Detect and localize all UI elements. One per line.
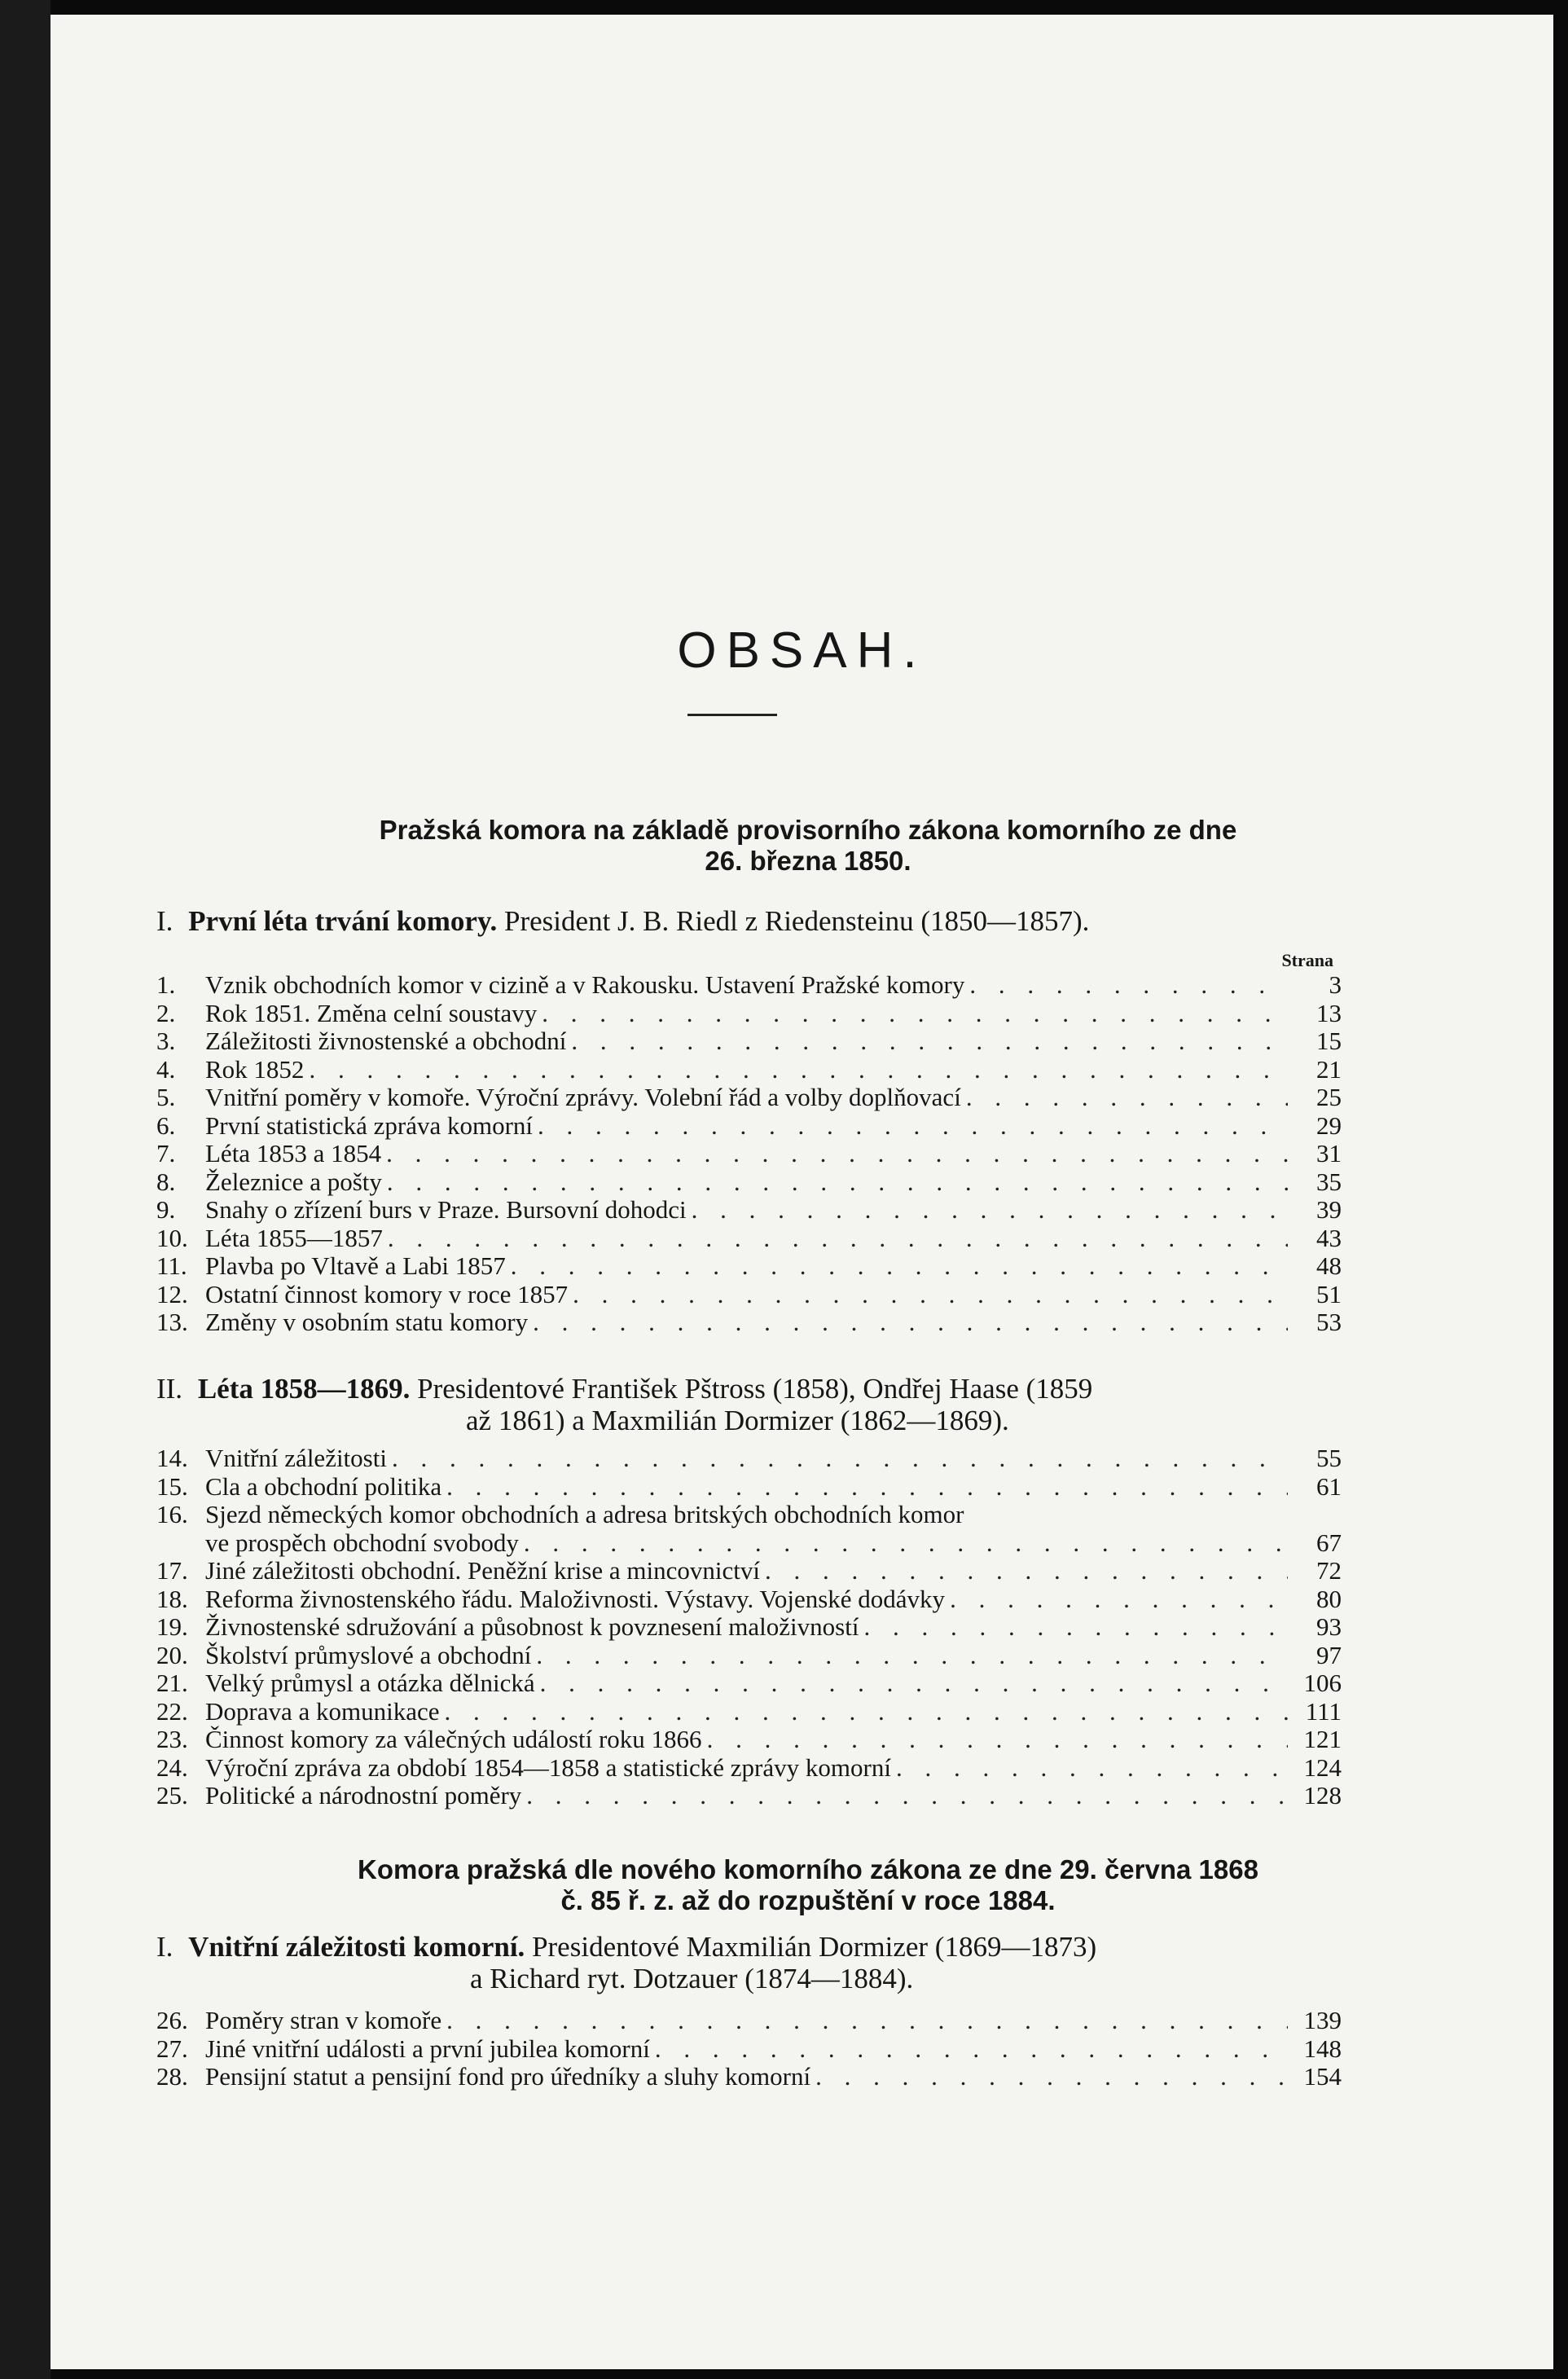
toc-entry-title: Výroční zpráva za období 1854—1858 a statistické zprávy komorní bbox=[205, 1752, 891, 1782]
toc-entry-number: 24. bbox=[156, 1752, 188, 1782]
leader-dots bbox=[692, 1196, 1288, 1225]
toc-entry bbox=[156, 1281, 1342, 1309]
toc-entry-number: 4. bbox=[156, 1054, 176, 1084]
toc-entry-number: 18. bbox=[156, 1584, 188, 1613]
toc-list-3 bbox=[156, 2007, 1342, 2091]
toc-entry-number: 10. bbox=[156, 1223, 188, 1252]
leader-dots bbox=[309, 1056, 1288, 1084]
toc-entry-page: 51 bbox=[1316, 1279, 1342, 1308]
page-column-label: Strana bbox=[1281, 950, 1333, 970]
toc-entry bbox=[156, 1168, 1342, 1197]
toc-entry bbox=[156, 1084, 1342, 1112]
toc-entry-title: Vnitřní poměry v komoře. Výroční zprávy. Volební řád a volby doplňovací bbox=[205, 1083, 961, 1111]
toc-entry-number: 21. bbox=[156, 1669, 188, 1697]
toc-entry-page: 80 bbox=[1316, 1584, 1342, 1613]
toc-entry-number: 17. bbox=[156, 1556, 188, 1585]
page-title: OBSAH. bbox=[677, 622, 927, 679]
toc-entry-page: 31 bbox=[1316, 1139, 1342, 1168]
toc-entry-page: 25 bbox=[1316, 1083, 1342, 1111]
section-heading-1-line1: Pražská komora na základě provisorního zákona komorního ze dne bbox=[379, 815, 1237, 845]
toc-entry-number: 23. bbox=[156, 1725, 188, 1753]
part-subtitle-cont: a Richard ryt. Dotzauer (1874—1884). bbox=[470, 1963, 914, 1994]
toc-entry-number: 2. bbox=[156, 998, 176, 1027]
toc-entry bbox=[156, 1782, 1342, 1810]
toc-entry-title: Doprava a komunikace bbox=[205, 1696, 440, 1726]
toc-entry bbox=[156, 1501, 1342, 1557]
toc-entry-title: Záležitosti živnostenské a obchodní bbox=[205, 1027, 567, 1055]
toc-entry bbox=[156, 2035, 1342, 2064]
leader-dots bbox=[445, 1698, 1289, 1726]
toc-entry-number: 19. bbox=[156, 1612, 188, 1641]
toc-entry-title: První statistická zpráva komorní bbox=[205, 1110, 534, 1140]
toc-entry-page: 111 bbox=[1305, 1696, 1342, 1726]
toc-entry-page: 35 bbox=[1316, 1167, 1342, 1196]
toc-entry-title: Velký průmysl a otázka dělnická bbox=[205, 1669, 535, 1697]
toc-entry bbox=[156, 1225, 1342, 1253]
scan-border bbox=[0, 0, 51, 2379]
toc-entry bbox=[156, 1000, 1342, 1028]
toc-entry bbox=[156, 2007, 1342, 2035]
leader-dots bbox=[573, 1281, 1288, 1309]
toc-entry-title: Vnitřní záležitosti bbox=[205, 1444, 387, 1472]
toc-entry-number: 25. bbox=[156, 1781, 188, 1810]
toc-entry-title: Plavba po Vltavě a Labi 1857 bbox=[205, 1251, 506, 1280]
toc-entry-title: Železnice a pošty bbox=[205, 1167, 382, 1196]
toc-entry-number: 3. bbox=[156, 1027, 176, 1055]
leader-dots bbox=[655, 2035, 1288, 2064]
title-rule bbox=[687, 714, 777, 716]
toc-entry-title-cont: ve prospěch obchodní svobody bbox=[205, 1528, 519, 1557]
toc-entry bbox=[156, 1056, 1342, 1084]
toc-entry-page: 53 bbox=[1316, 1308, 1342, 1336]
toc-entry-title: Reforma živnostenského řádu. Maloživnosti. Výstavy. Vojenské dodávky bbox=[205, 1584, 946, 1613]
toc-entry-page: 97 bbox=[1316, 1640, 1342, 1669]
toc-entry-title: Živnostenské sdružování a působnost k povznesení maloživností bbox=[205, 1612, 859, 1641]
leader-dots bbox=[524, 1529, 1288, 1558]
part-number: II. bbox=[156, 1373, 183, 1405]
leader-dots bbox=[392, 1445, 1288, 1473]
toc-entry bbox=[156, 1669, 1342, 1698]
toc-entry-page: 124 bbox=[1303, 1752, 1342, 1782]
toc-entry-title: Jiné vnitřní události a první jubilea komorní bbox=[205, 2034, 650, 2063]
toc-entry bbox=[156, 1613, 1342, 1642]
toc-entry bbox=[156, 1140, 1342, 1168]
toc-entry-title: Sjezd německých komor obchodních a adresa britských obchodních komor bbox=[205, 1500, 964, 1528]
section-heading-2-line1: Komora pražská dle nového komorního zákona ze dne 29. června 1868 bbox=[358, 1854, 1258, 1884]
toc-entry-title: Cla a obchodní politika bbox=[205, 1471, 442, 1501]
section-heading-2 bbox=[165, 1854, 1452, 1916]
toc-list-2 bbox=[156, 1445, 1342, 1810]
toc-entry-page: 55 bbox=[1316, 1444, 1342, 1472]
toc-entry bbox=[156, 1445, 1342, 1473]
toc-entry-page: 48 bbox=[1316, 1251, 1342, 1280]
toc-entry-title: Školství průmyslové a obchodní bbox=[205, 1640, 532, 1669]
toc-entry-number: 12. bbox=[156, 1279, 188, 1308]
toc-entry bbox=[156, 1754, 1342, 1783]
leader-dots bbox=[707, 1726, 1288, 1754]
toc-entry-page: 61 bbox=[1316, 1471, 1342, 1501]
leader-dots bbox=[526, 1782, 1288, 1810]
toc-entry bbox=[156, 1726, 1342, 1754]
leader-dots bbox=[896, 1754, 1288, 1783]
leader-dots bbox=[966, 1084, 1288, 1112]
leader-dots bbox=[815, 2063, 1288, 2091]
toc-entry-page: 29 bbox=[1316, 1110, 1342, 1140]
leader-dots bbox=[863, 1613, 1288, 1642]
toc-entry-title: Jiné záležitosti obchodní. Peněžní krise a mincovnictví bbox=[205, 1556, 760, 1585]
section-heading-2-line2: č. 85 ř. z. až do rozpuštění v roce 1884. bbox=[560, 1885, 1056, 1915]
part-number: I. bbox=[156, 905, 173, 937]
toc-entry bbox=[156, 1585, 1342, 1614]
leader-dots bbox=[950, 1585, 1288, 1614]
leader-dots bbox=[386, 1140, 1288, 1168]
part-subtitle: Presidentové František Pštross (1858), Ondřej Haase (1859 bbox=[417, 1373, 1093, 1405]
toc-entry-title: Poměry stran v komoře bbox=[205, 2006, 442, 2034]
toc-entry-page: 128 bbox=[1303, 1781, 1342, 1810]
part-title: První léta trvání komory. bbox=[188, 905, 498, 937]
leader-dots bbox=[446, 2007, 1288, 2035]
toc-entry-page: 121 bbox=[1303, 1725, 1342, 1753]
part-title: Léta 1858—1869. bbox=[197, 1373, 411, 1405]
toc-entry-number: 9. bbox=[156, 1195, 176, 1224]
toc-entry-page: 3 bbox=[1329, 970, 1342, 999]
leader-dots bbox=[765, 1557, 1288, 1585]
toc-entry-page: 148 bbox=[1303, 2034, 1342, 2063]
toc-entry-page: 93 bbox=[1316, 1612, 1342, 1641]
leader-dots bbox=[538, 1112, 1288, 1141]
toc-entry-page: 13 bbox=[1316, 998, 1342, 1027]
toc-entry-number: 22. bbox=[156, 1696, 188, 1726]
toc-entry-title: Léta 1855—1857 bbox=[205, 1223, 383, 1252]
toc-entry-page: 21 bbox=[1316, 1054, 1342, 1084]
leader-dots bbox=[542, 1000, 1288, 1028]
toc-entry-page: 72 bbox=[1316, 1556, 1342, 1585]
toc-entry-number: 16. bbox=[156, 1500, 188, 1528]
toc-entry bbox=[156, 1473, 1342, 1502]
toc-entry-number: 15. bbox=[156, 1471, 188, 1501]
toc-entry-number: 27. bbox=[156, 2034, 188, 2063]
document-page bbox=[51, 15, 1553, 2369]
toc-entry-title: Ostatní činnost komory v roce 1857 bbox=[205, 1279, 569, 1308]
leader-dots bbox=[388, 1225, 1288, 1253]
toc-entry-page: 43 bbox=[1316, 1223, 1342, 1252]
toc-entry-title: Snahy o zřízení burs v Praze. Bursovní dohodci bbox=[205, 1195, 687, 1224]
section-heading-1-line2: 26. března 1850. bbox=[705, 846, 911, 876]
part-title: Vnitřní záležitosti komorní. bbox=[188, 1931, 525, 1963]
toc-entry-number: 8. bbox=[156, 1167, 176, 1196]
toc-entry-title: Rok 1852 bbox=[205, 1054, 305, 1084]
toc-entry-title: Léta 1853 a 1854 bbox=[205, 1139, 382, 1168]
toc-entry-number: 14. bbox=[156, 1444, 188, 1472]
leader-dots bbox=[969, 971, 1288, 1000]
toc-entry-title: Změny v osobním statu komory bbox=[205, 1308, 529, 1336]
leader-dots bbox=[540, 1669, 1288, 1698]
toc-entry-page: 15 bbox=[1316, 1027, 1342, 1055]
part-subtitle: Presidentové Maxmilián Dormizer (1869—1873) bbox=[532, 1931, 1097, 1963]
toc-entry bbox=[156, 1112, 1342, 1141]
toc-entry bbox=[156, 1252, 1342, 1281]
toc-entry-page: 67 bbox=[1316, 1528, 1342, 1557]
toc-entry bbox=[156, 1642, 1342, 1670]
toc-list-1 bbox=[156, 971, 1342, 1337]
leader-dots bbox=[511, 1252, 1288, 1281]
toc-entry-number: 7. bbox=[156, 1139, 176, 1168]
toc-entry-number: 11. bbox=[156, 1251, 187, 1280]
toc-entry-number: 5. bbox=[156, 1083, 176, 1111]
toc-entry bbox=[156, 1557, 1342, 1585]
part-subtitle: President J. B. Riedl z Riedensteinu (1850—1857). bbox=[504, 905, 1090, 937]
toc-entry-number: 28. bbox=[156, 2062, 188, 2091]
part-heading-1 bbox=[156, 905, 1346, 937]
toc-entry bbox=[156, 1698, 1342, 1726]
toc-entry bbox=[156, 2063, 1342, 2091]
toc-entry-number: 13. bbox=[156, 1308, 188, 1336]
toc-entry-title: Pensijní statut a pensijní fond pro úředníky a sluhy komorní bbox=[205, 2062, 811, 2091]
toc-entry bbox=[156, 1196, 1342, 1225]
part-subtitle-cont: až 1861) a Maxmilián Dormizer (1862—1869). bbox=[466, 1405, 1009, 1436]
toc-entry-page: 39 bbox=[1316, 1195, 1342, 1224]
toc-entry-title: Politické a národnostní poměry bbox=[205, 1781, 522, 1810]
part-number: I. bbox=[156, 1931, 173, 1963]
toc-entry bbox=[156, 971, 1342, 1000]
toc-entry bbox=[156, 1027, 1342, 1056]
toc-entry-page: 139 bbox=[1303, 2006, 1342, 2034]
toc-entry-page: 154 bbox=[1303, 2062, 1342, 2091]
leader-dots bbox=[536, 1642, 1288, 1670]
toc-entry bbox=[156, 1308, 1342, 1337]
leader-dots bbox=[446, 1473, 1288, 1502]
part-heading-3 bbox=[156, 1931, 1346, 1994]
toc-entry-title: Činnost komory za válečných událostí roku 1866 bbox=[205, 1725, 702, 1753]
part-heading-2 bbox=[156, 1373, 1346, 1436]
toc-entry-page: 106 bbox=[1303, 1669, 1342, 1697]
toc-entry-number: 20. bbox=[156, 1640, 188, 1669]
leader-dots bbox=[571, 1027, 1288, 1056]
section-heading-1 bbox=[165, 815, 1452, 877]
leader-dots bbox=[387, 1168, 1288, 1197]
leader-dots bbox=[533, 1308, 1288, 1337]
toc-entry-title: Vznik obchodních komor v cizině a v Rakousku. Ustavení Pražské komory bbox=[205, 970, 965, 999]
toc-entry-number: 1. bbox=[156, 970, 176, 999]
toc-entry-number: 6. bbox=[156, 1110, 176, 1140]
toc-entry-number: 26. bbox=[156, 2006, 188, 2034]
toc-entry-title: Rok 1851. Změna celní soustavy bbox=[205, 998, 538, 1027]
